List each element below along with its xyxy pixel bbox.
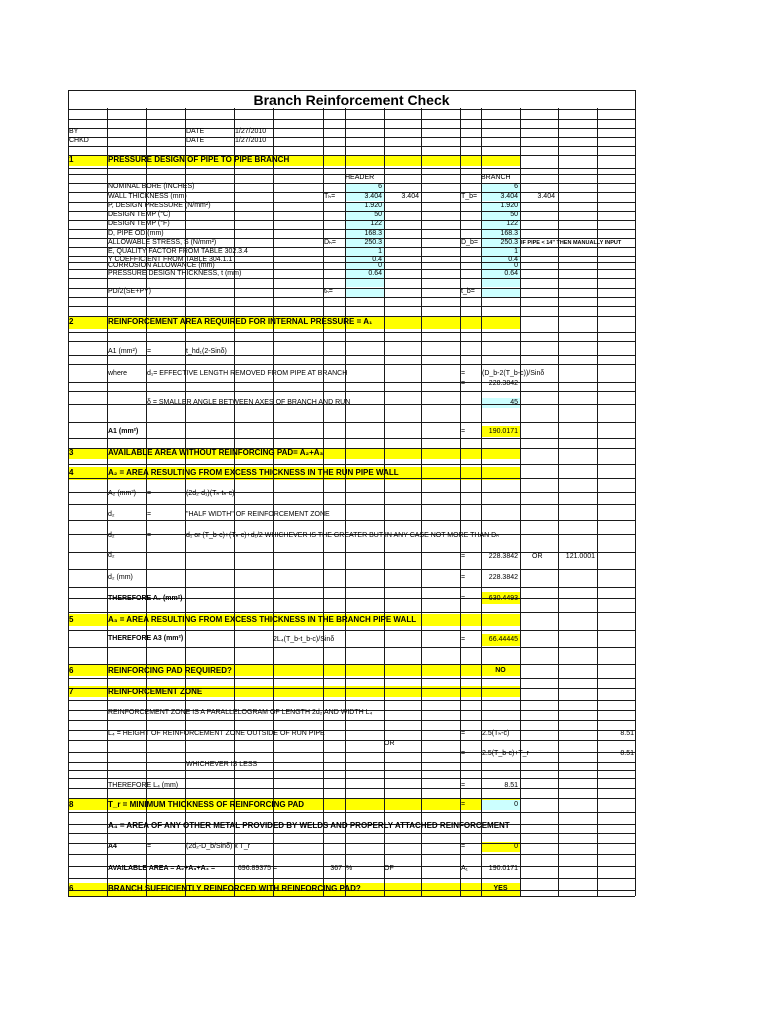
equals-sign: =	[147, 348, 152, 355]
row-label-wall-thickness: WALL THICKNESS (mm)	[108, 193, 187, 200]
grid-line	[597, 90, 598, 896]
a3-result: 66.44445	[488, 636, 518, 643]
equals-sign: =	[273, 865, 278, 872]
equals-sign: =	[147, 843, 152, 850]
d2-mm-label: d₂ (mm)	[108, 574, 133, 581]
section-number-band	[68, 614, 107, 626]
th-symbol: Tₕ=	[324, 193, 336, 200]
grid-line	[68, 587, 635, 588]
date-label: DATE	[186, 137, 205, 144]
equals-sign: =	[461, 636, 466, 643]
d2-symbol: d₂	[108, 552, 115, 559]
equals-sign: =	[147, 532, 152, 539]
d2-symbol: d₂	[108, 511, 115, 518]
chkd-label: CHKD	[69, 137, 89, 144]
grid-line	[68, 896, 635, 897]
equals-sign: =	[461, 553, 466, 560]
grid-line	[68, 382, 635, 383]
l4-value-1: 8.51	[620, 730, 634, 737]
row-label-design-temp-f: DESIGN TEMP (°F)	[108, 220, 170, 227]
grid-line	[635, 90, 636, 896]
grid-line	[68, 569, 635, 570]
a1-symbol: A₁	[461, 865, 469, 872]
branch-value[interactable]: 122	[506, 220, 518, 227]
l4-therefore-label: THEREFORE L₄ (mm)	[108, 782, 179, 789]
branch-value[interactable]: 0.64	[504, 270, 518, 277]
grid-line	[68, 700, 635, 701]
grid-line	[68, 778, 635, 779]
tr-value[interactable]: 0	[514, 801, 518, 808]
section-number-band	[68, 448, 107, 459]
equals-sign: =	[461, 595, 466, 602]
a3-therefore-label: THEREFORE A3 (mm²)	[108, 635, 184, 642]
grid-line	[68, 843, 635, 844]
section-number-band	[68, 155, 107, 166]
row-label-press-thk: PRESSURE DESIGN THICKNESS, t (mm)	[108, 270, 242, 277]
zone-description: REINFORCEMENT ZONE IS A PARALLELOGRAM OF LENGTH 2d₂ AND WIDTH L₄	[108, 709, 373, 716]
section-number: 4	[69, 468, 74, 477]
row-label-e-factor: E, QUALITY FACTOR FROM TABLE 302.3.4	[108, 248, 248, 255]
d2-option-1: 228.3842	[488, 553, 518, 560]
page-title: Branch Reinforcement Check	[253, 92, 450, 108]
grid-line	[68, 762, 635, 763]
equals-sign: =	[461, 574, 466, 581]
grid-line	[68, 464, 635, 465]
by-label: BY	[69, 128, 79, 135]
d1-formula: (D_b-2(T_b-c))/Sinδ	[482, 370, 545, 377]
grid-line	[68, 297, 635, 298]
delta-value[interactable]: 45	[510, 399, 518, 406]
dh-symbol: Dₕ=	[324, 239, 336, 246]
grid-line	[68, 770, 635, 771]
header-value[interactable]: 6	[378, 183, 382, 190]
branch-value[interactable]: 168.3	[500, 230, 518, 237]
header-value[interactable]: 0.64	[368, 270, 382, 277]
section-title: REINFORCING PAD REQUIRED?	[108, 666, 232, 675]
grid-line	[558, 90, 559, 896]
grid-line	[68, 612, 635, 613]
grid-line	[68, 740, 635, 741]
header-value[interactable]: 0.4	[372, 256, 382, 263]
branch-value[interactable]: 250.3	[500, 239, 518, 246]
header-value[interactable]: 122	[370, 220, 382, 227]
grid-line	[68, 119, 635, 120]
row-label-corrosion: CORROSION ALLOWANCE (mm)	[108, 262, 215, 269]
grid-line	[68, 90, 69, 896]
a3-formula: 2L₄(T_b-t_b-c)/Sinδ	[273, 636, 335, 643]
grid-line	[68, 504, 635, 505]
grid-line	[68, 422, 635, 423]
header-column-label: HEADER	[345, 174, 375, 181]
grid-line	[384, 90, 385, 896]
equals-sign: =	[461, 782, 466, 789]
l4-formula-2: 2.5(T_b-c)+T_r	[482, 750, 529, 757]
header-value[interactable]: 3.404	[364, 193, 382, 200]
branch-value[interactable]: 3.404	[500, 193, 518, 200]
a1-final-value: 190.0171	[488, 865, 518, 872]
section-title: REINFORCEMENT AREA REQUIRED FOR INTERNAL PRESSURE = A₁	[108, 317, 373, 326]
branch-value[interactable]: 1.920	[500, 202, 518, 209]
available-area-value: 696.89375	[237, 865, 271, 872]
available-area-label: AVAILABLE AREA = A₂+A₃+A₄ =	[108, 865, 216, 872]
grid-line	[68, 341, 635, 342]
header-input-cell	[345, 278, 384, 287]
header-wall-thickness-copy: 3.404	[401, 193, 419, 200]
row-label-pipe-od: D, PIPE OD (mm)	[108, 230, 164, 237]
header-value[interactable]: 1.920	[364, 202, 382, 209]
a2-result: 630.4493	[488, 595, 518, 602]
d2-rule: d₁ or (T_b-c)+(Tₕ-c)+d₁/2 WHICHEVER IS THE GREATER BUT IN ANY CASE NOT MORE THAN Dₕ	[186, 532, 499, 539]
l4-formula-1: 2.5(Tₕ-c)	[482, 730, 510, 737]
grid-line	[68, 552, 635, 553]
whichever-is-less-label: WHICHEVER IS LESS	[186, 761, 258, 768]
equals-sign: =	[461, 380, 466, 387]
section-number-band	[68, 316, 107, 329]
a4-label: A4	[108, 843, 117, 850]
l4-result: 8.51	[504, 782, 518, 789]
sufficient-result: YES	[493, 885, 508, 892]
grid-line	[68, 647, 635, 648]
section-title: A₂ = AREA RESULTING FROM EXCESS THICKNESS IN THE RUN PIPE WALL	[108, 468, 399, 477]
header-input-cell	[345, 288, 384, 297]
grid-line	[421, 90, 422, 896]
date-value[interactable]: 1/27/2010	[235, 137, 267, 144]
grid-line	[68, 137, 635, 138]
section-title: BRANCH SUFFICIENTLY REINFORCED WITH REINFORCING PAD?	[108, 884, 361, 893]
grid-line	[68, 752, 635, 753]
row-label-design-temp-c: DESIGN TEMP (°C)	[108, 211, 171, 218]
section-title: A₃ = AREA RESULTING FROM EXCESS THICKNESS IN THE BRANCH PIPE WALL	[108, 615, 417, 624]
d1-definition: d₁= EFFECTIVE LENGTH REMOVED FROM PIPE AT BRANCH	[147, 370, 348, 377]
section-number: 3	[69, 448, 74, 457]
section-number: 6	[69, 666, 74, 675]
equals-sign: =	[461, 750, 466, 757]
pd-formula-label: PD/2(SE+PY)	[108, 288, 151, 295]
branch-value[interactable]: 50	[510, 211, 518, 218]
grid-line	[68, 798, 635, 799]
delta-definition: δ = SMALLER ANGLE BETWEEN AXES OF BRANCH AND RUN	[147, 399, 351, 406]
a1-result: 190.0171	[488, 428, 518, 435]
section-title: PRESSURE DESIGN OF PIPE TO PIPE BRANCH	[108, 155, 290, 164]
grid-line	[68, 438, 635, 439]
d1-value: 228.3842	[488, 380, 518, 387]
grid-line	[460, 90, 461, 896]
section-number: 6	[69, 884, 74, 893]
grid-line	[68, 168, 635, 169]
branch-column-label: BRANCH	[481, 174, 511, 181]
grid-line	[68, 833, 635, 834]
section-number: 1	[69, 155, 74, 164]
row-label-y-coeff: Y COEFFICIENT FROM TABLE 304.1.1	[108, 256, 233, 263]
or-label: OR	[384, 740, 395, 747]
branch-value[interactable]: 6	[514, 183, 518, 190]
a1-formula: t_hd₁(2-Sinδ)	[186, 348, 227, 355]
row-label-nominal-bore: NOMINAL BORE (INCHES)	[108, 183, 195, 190]
grid-line	[68, 391, 635, 392]
branch-value[interactable]: 0	[514, 262, 518, 269]
grid-line	[68, 664, 635, 665]
equals-sign: =	[461, 730, 466, 737]
grid-line	[68, 355, 635, 356]
equals-sign: =	[461, 801, 466, 808]
date-value[interactable]: 1/27/2010	[235, 128, 267, 135]
grid-line	[273, 90, 274, 896]
percent-value: 367	[330, 865, 342, 872]
date-label: DATE	[186, 128, 205, 135]
section-title: AVAILABLE AREA WITHOUT REINFORCING PAD= A₂+A₃	[108, 448, 324, 457]
l4-definition: L₄ = HEIGHT OF REINFORCEMENT ZONE OUTSIDE OF RUN PIPE	[108, 730, 325, 737]
d2-definition: "HALF WIDTH" OF REINFORCEMENT ZONE	[186, 511, 330, 518]
grid-line	[68, 812, 635, 813]
grid-line	[68, 306, 635, 307]
grid-line	[68, 478, 635, 479]
grid-line	[68, 630, 635, 631]
grid-line	[68, 878, 635, 879]
equals-sign: =	[461, 370, 466, 377]
grid-line	[68, 332, 635, 333]
grid-line	[68, 128, 635, 129]
grid-line	[68, 854, 635, 855]
tb-thickness-symbol: t_b=	[461, 288, 475, 295]
equals-sign: =	[147, 490, 152, 497]
grid-line	[68, 720, 635, 721]
header-value[interactable]: 50	[374, 211, 382, 218]
section-title: T_r = MINIMUM THICKNESS OF REINFORCING PAD	[108, 800, 305, 809]
a4-formula: (2d₂-D_b/Sinδ) x T_r	[186, 843, 251, 850]
row-label-allow-stress: ALLOWABLE STRESS, S (N/mm²)	[108, 239, 217, 246]
section-number: 7	[69, 687, 74, 696]
header-value[interactable]: 1	[378, 248, 382, 255]
a1-label: A1 (mm²)	[108, 348, 138, 355]
of-label: OF	[384, 865, 394, 872]
a2-formula: (2d₂-d₁)(Tₕ-tₕ-c)	[186, 490, 235, 497]
equals-sign: =	[147, 511, 152, 518]
a2-therefore-label: THEREFORE A₂ (mm²)	[108, 595, 183, 602]
branch-wall-thickness-copy: 3.404	[537, 193, 555, 200]
grid-line	[520, 90, 521, 896]
equals-sign: =	[461, 843, 466, 850]
d2-option-2: 121.0001	[565, 553, 595, 560]
grid-line	[323, 90, 324, 896]
d2-mm-value: 228.3842	[488, 574, 518, 581]
header-value[interactable]: 250.3	[364, 239, 382, 246]
a1-result-label: A1 (mm²)	[108, 428, 139, 435]
grid-line	[68, 288, 635, 289]
percent-sign: %	[346, 865, 353, 872]
section-number-band	[68, 664, 107, 676]
section-number: 8	[69, 800, 74, 809]
equals-sign: =	[461, 428, 466, 435]
branch-input-cell	[481, 278, 520, 287]
grid-line	[68, 146, 635, 147]
pipe-note: IF PIPE < 14" THEN MANUALLY INPUT	[521, 240, 622, 246]
pad-required-result: NO	[495, 667, 506, 674]
branch-value[interactable]: 0.4	[508, 256, 518, 263]
section-number: 5	[69, 615, 74, 624]
db-symbol: D_b=	[461, 239, 478, 246]
row-label-design-pressure: P, DESIGN PRESSURE (N/mm²)	[108, 202, 211, 209]
l4-value-2: 8.51	[620, 750, 634, 757]
section-title: REINFORCEMENT ZONE	[108, 687, 203, 696]
tb-symbol: T_b=	[461, 193, 478, 200]
header-value[interactable]: 0	[378, 262, 382, 269]
a4-title: A₄ = AREA OF ANY OTHER METAL PROVIDED BY WELDS AND PROPERLY ATTACHED REINFORCEMENT	[108, 821, 510, 830]
branch-value[interactable]: 1	[514, 248, 518, 255]
grid-line	[68, 678, 635, 679]
section-number-band	[68, 799, 107, 810]
th-thickness-symbol: tₕ=	[324, 288, 333, 295]
grid-line	[68, 492, 635, 493]
grid-line	[68, 520, 635, 521]
or-label: OR	[532, 553, 543, 560]
grid-line	[68, 364, 635, 365]
header-value[interactable]: 168.3	[364, 230, 382, 237]
section-number: 2	[69, 317, 74, 326]
branch-input-cell	[481, 288, 520, 297]
a4-value: 0	[514, 843, 518, 850]
a2-label: A₂ (mm²)	[108, 490, 136, 497]
d2-symbol: d₂	[108, 532, 115, 539]
where-label: where	[108, 370, 128, 377]
